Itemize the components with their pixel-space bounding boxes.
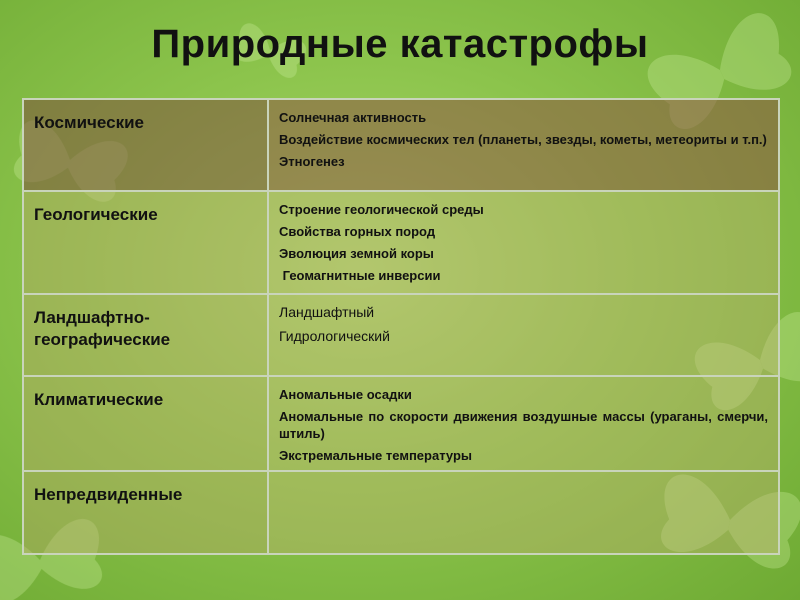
category-cell: Ландшафтно-географические — [23, 294, 268, 376]
list-item: Гидрологический — [279, 328, 390, 344]
table-row — [23, 471, 779, 554]
list-item: Аномальные осадки — [279, 387, 412, 402]
table-row — [23, 191, 779, 294]
list-item: Аномальные по скорости движения воздушные массы (ураганы, смерчи, штиль) — [279, 409, 768, 441]
table-row — [23, 376, 779, 471]
list-item: Солнечная активность — [279, 110, 427, 125]
category-cell: Космические — [23, 99, 268, 191]
description-cell — [268, 191, 779, 294]
description-cell — [268, 294, 779, 376]
list-item: Этногенез — [279, 154, 345, 169]
list-item: Строение геологической среды — [279, 202, 484, 217]
list-item: Эволюция земной коры — [279, 246, 434, 261]
list-item: Экстремальные температуры — [279, 448, 472, 463]
description-cell — [268, 376, 779, 471]
description-cell — [268, 471, 779, 554]
list-item: Ландшафтный — [279, 304, 375, 320]
table-row — [23, 294, 779, 376]
list-item: Геомагнитные инверсии — [279, 268, 441, 283]
catastrophes-table — [22, 98, 780, 555]
list-item: Воздействие космических тел (планеты, звезды, кометы, метеориты и т.п.) — [279, 132, 767, 147]
table-row — [23, 99, 779, 191]
category-cell: Климатические — [23, 376, 268, 471]
list-item: Свойства горных пород — [279, 224, 436, 239]
description-cell — [268, 99, 779, 191]
category-cell: Непредвиденные — [23, 471, 268, 554]
slide-title: Природные катастрофы — [151, 22, 649, 66]
category-cell: Геологические — [23, 191, 268, 294]
